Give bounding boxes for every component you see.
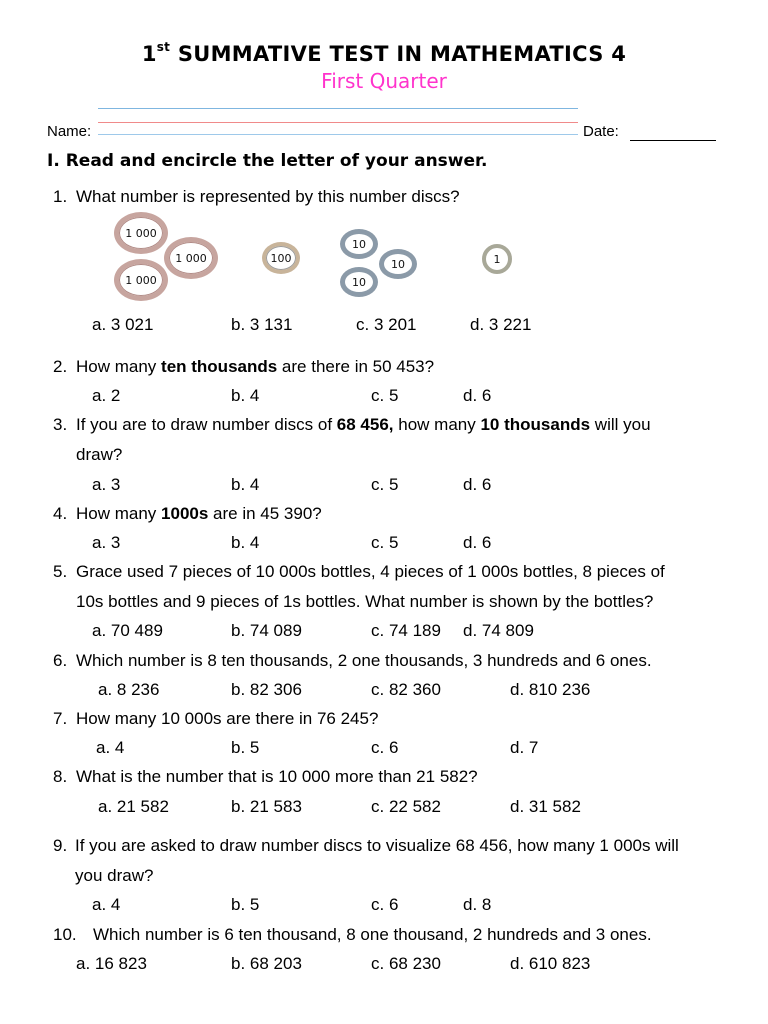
option-b: b. 82 306 [231,680,302,699]
one-disc: 1 [482,244,512,274]
question-number: 3. [53,415,68,434]
question-number: 4. [53,504,68,523]
option-c: c. 6 [371,738,399,757]
question-number: 6. [53,651,68,670]
option-d: d. 6 [463,475,492,494]
option-b: b. 5 [231,738,260,757]
thousand-disc: 1 000 [164,237,218,279]
option-d: d. 74 809 [463,621,534,640]
option-c: c. 74 189 [371,621,441,640]
date-underline [630,140,716,141]
option-c: c. 5 [371,386,399,405]
option-b: b. 4 [231,533,260,552]
question-number: 5. [53,562,68,581]
option-b: b. 3 131 [231,315,293,334]
name-label: Name: [47,123,92,140]
question-text: What number is represented by this number discs? [76,187,460,206]
option-a: a. 2 [92,386,121,405]
option-d: d. 8 [463,895,492,914]
option-b: b. 5 [231,895,260,914]
option-d: d. 7 [510,738,539,757]
ten-disc: 10 [379,249,417,279]
question-text: If you are asked to draw number discs to visualize 68 456, how many 1 000s will [75,836,679,855]
question-text: Grace used 7 pieces of 10 000s bottles, 4 pieces of 1 000s bottles, 8 pieces of [76,562,665,581]
name-underline [98,134,578,135]
instruction-heading: I. Read and encircle the letter of your answer. [47,151,488,171]
question-number: 1. [53,187,68,206]
test-title: 1st SUMMATIVE TEST IN MATHEMATICS 4 [141,40,627,66]
option-d: d. 810 236 [510,680,591,699]
question-text-line2: 10s bottles and 9 pieces of 1s bottles. What number is shown by the bottles? [76,592,654,611]
option-d: d. 31 582 [510,797,581,816]
option-d: d. 6 [463,533,492,552]
question-text-line2: you draw? [75,866,154,885]
question-number: 8. [53,767,68,786]
ten-disc: 10 [340,267,378,297]
question-number: 10. [53,925,77,944]
option-c: c. 3 201 [356,315,417,334]
option-a: a. 8 236 [98,680,160,699]
quarter-subtitle: First Quarter [321,69,447,93]
question-text: Which number is 6 ten thousand, 8 one thousand, 2 hundreds and 3 ones. [93,925,652,944]
option-a: a. 4 [96,738,125,757]
decorative-line-red [98,122,578,123]
option-c: c. 6 [371,895,399,914]
question-number: 7. [53,709,68,728]
option-b: b. 4 [231,386,260,405]
option-d: d. 3 221 [470,315,532,334]
thousand-disc: 1 000 [114,259,168,301]
ten-disc: 10 [340,229,378,259]
question-text-line2: draw? [76,445,123,464]
date-label: Date: [583,123,619,140]
question-number: 9. [53,836,68,855]
question-number: 2. [53,357,68,376]
option-a: a. 21 582 [98,797,169,816]
question-text: How many ten thousands are there in 50 453? [76,357,435,376]
option-a: a. 3 [92,533,121,552]
question-text: How many 1000s are in 45 390? [76,504,322,523]
option-b: b. 21 583 [231,797,302,816]
option-a: a. 4 [92,895,121,914]
option-c: c. 82 360 [371,680,441,699]
thousand-disc: 1 000 [114,212,168,254]
option-b: b. 68 203 [231,954,302,973]
option-a: a. 3 021 [92,315,154,334]
option-d: d. 6 [463,386,492,405]
question-text: What is the number that is 10 000 more than 21 582? [76,767,478,786]
option-a: a. 70 489 [92,621,163,640]
option-c: c. 22 582 [371,797,441,816]
question-text: If you are to draw number discs of 68 456, how many 10 thousands will you [76,415,651,434]
option-b: b. 74 089 [231,621,302,640]
option-b: b. 4 [231,475,260,494]
option-d: d. 610 823 [510,954,591,973]
option-c: c. 68 230 [371,954,441,973]
decorative-line-blue-top [98,108,578,109]
hundred-disc: 100 [262,242,300,274]
question-text: Which number is 8 ten thousands, 2 one thousands, 3 hundreds and 6 ones. [76,651,652,670]
question-text: How many 10 000s are there in 76 245? [76,709,379,728]
option-c: c. 5 [371,533,399,552]
option-c: c. 5 [371,475,399,494]
option-a: a. 3 [92,475,121,494]
option-a: a. 16 823 [76,954,147,973]
